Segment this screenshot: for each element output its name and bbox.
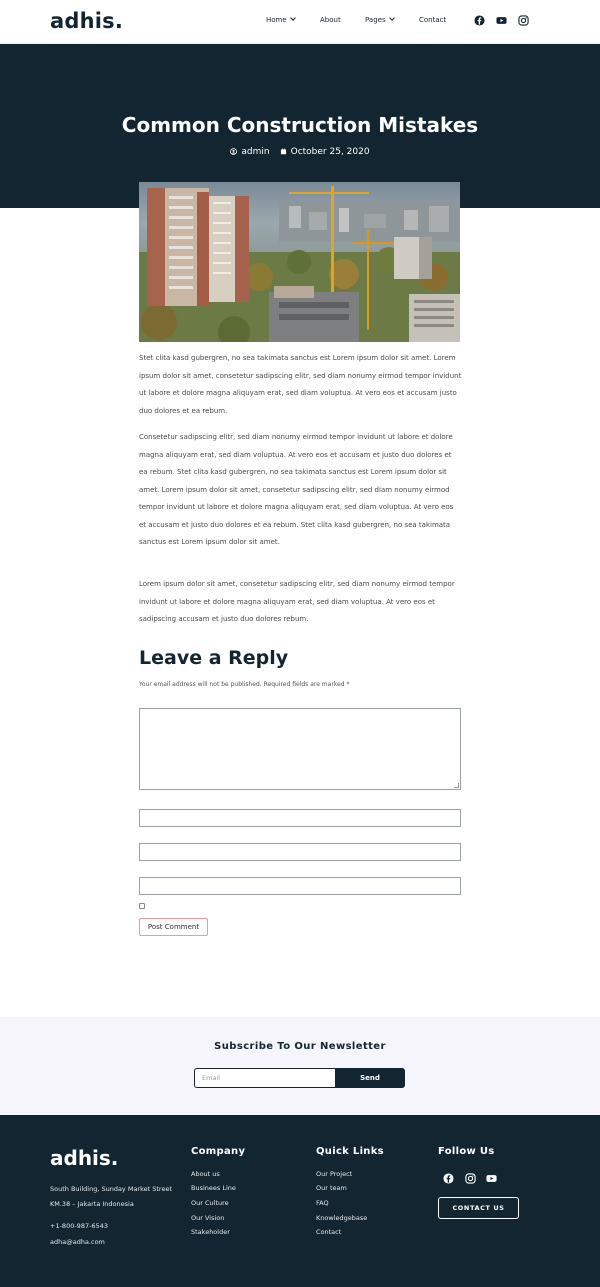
facebook-icon[interactable]: [443, 1173, 454, 1184]
post-date: October 25, 2020: [290, 147, 370, 157]
footer-email[interactable]: adha@adha.com: [50, 1238, 105, 1246]
footer-company-title: Company: [191, 1146, 246, 1157]
post-comment-button[interactable]: Post Comment: [139, 918, 208, 936]
post-meta: [0, 147, 600, 157]
footer-contact-button[interactable]: CONTACT US: [438, 1197, 519, 1219]
footer-link-contact[interactable]: Contact: [316, 1228, 342, 1236]
newsletter-send-button[interactable]: Send: [335, 1068, 405, 1088]
main-nav: [0, 16, 600, 28]
calendar-icon: [280, 148, 287, 155]
nav-label: Contact: [419, 16, 447, 24]
user-icon: [230, 148, 237, 155]
footer-phone: +1-800-987-6543: [50, 1222, 108, 1230]
reply-title: Leave a Reply: [139, 647, 289, 669]
post-title: Common Construction Mistakes: [121, 113, 479, 137]
nav-item-about[interactable]: [320, 16, 341, 24]
footer-link-our-culture[interactable]: Our Culture: [191, 1199, 229, 1207]
reply-note: Your email address will not be published. Required fields are marked *: [139, 681, 350, 688]
footer-address-line2: KM.38 – Jakarta Indonesia: [50, 1200, 134, 1208]
footer-address-line1: South Building, Sunday Market Street: [50, 1185, 173, 1193]
instagram-icon[interactable]: [465, 1173, 476, 1184]
featured-image: [139, 182, 460, 342]
footer-link-stakeholder[interactable]: Stakeholder: [191, 1228, 230, 1236]
facebook-icon[interactable]: [474, 15, 485, 26]
post-author[interactable]: admin: [241, 147, 270, 157]
article-paragraph: Consetetur sadipscing elitr, sed diam nonumy eirmod tempor invidunt ut labore et dolore magna aliquyam erat, sed diam voluptua. At vero eos et accusam et justo duo dolores et ea rebum. Stet clita kasd gubergren, no sea takimata sanctus est Lorem ipsum dolor sit amet. Lorem ipsum dolor sit amet, consetetur sadipscing elitr, sed diam nonumy eirmod tempor invidunt ut labore et dolore magna aliquyam erat, sed diam voluptua. At vero eos et accusam et justo duo dolores et ea rebum. Stet clita kasd gubergren, no sea takimata sanctus est Lorem ipsum dolor sit amet.: [139, 433, 454, 546]
instagram-icon[interactable]: [518, 15, 529, 26]
newsletter-section: [0, 1017, 600, 1115]
article-paragraph: Lorem ipsum dolor sit amet, consetetur sadipscing elitr, sed diam nonumy eirmod tempor invidunt ut labore et dolore magna aliquyam erat, sed diam voluptua. At vero eos et sadipscing accusam et justo duo dolores rebum.: [139, 580, 455, 623]
footer-link-knowledgebase[interactable]: Knowledgebase: [316, 1214, 368, 1222]
youtube-icon[interactable]: [496, 15, 507, 26]
save-info-checkbox[interactable]: [139, 903, 145, 909]
nav-label: About: [320, 16, 341, 24]
nav-label: Pages: [365, 16, 386, 24]
footer-link-business-line[interactable]: Businees Line: [191, 1184, 236, 1192]
resize-handle-icon[interactable]: [454, 783, 459, 788]
footer-link-our-team[interactable]: Our team: [316, 1184, 347, 1192]
comment-textarea[interactable]: [139, 708, 461, 790]
nav-item-pages[interactable]: [365, 16, 394, 24]
footer-quicklinks-title: Quick Links: [316, 1146, 384, 1157]
website-field[interactable]: [139, 877, 461, 895]
footer-follow-title: Follow Us: [438, 1146, 495, 1157]
youtube-icon[interactable]: [486, 1173, 497, 1184]
nav-item-contact[interactable]: [419, 16, 446, 24]
newsletter-title: Subscribe To Our Newsletter: [214, 1041, 386, 1052]
footer-link-our-project[interactable]: Our Project: [316, 1170, 353, 1178]
nav-item-home[interactable]: [266, 16, 295, 24]
article-paragraph: Stet clita kasd gubergren, no sea takimata sanctus est Lorem ipsum dolor sit amet. Lorem ipsum dolor sit amet, consetetur sadipscing elitr, sed diam nonumy eirmod tempor invidunt ut labore et dolore magna aliquyam erat, sed diam voluptua. At vero eos et accusam justo duo dolores et ea rebum.: [139, 354, 462, 415]
email-field[interactable]: [139, 843, 461, 861]
footer-logo[interactable]: adhis.: [50, 1146, 119, 1170]
nav-label: Home: [266, 16, 287, 24]
footer-link-our-vision[interactable]: Our Vision: [191, 1214, 225, 1222]
site-logo[interactable]: adhis.: [50, 9, 124, 33]
chevron-down-icon: [389, 15, 395, 21]
name-field[interactable]: [139, 809, 461, 827]
footer-link-about-us[interactable]: About us: [191, 1170, 220, 1178]
site-header: [0, 0, 600, 44]
newsletter-email-input[interactable]: Email: [194, 1068, 335, 1088]
chevron-down-icon: [290, 15, 296, 21]
footer-link-faq[interactable]: FAQ: [316, 1199, 329, 1207]
